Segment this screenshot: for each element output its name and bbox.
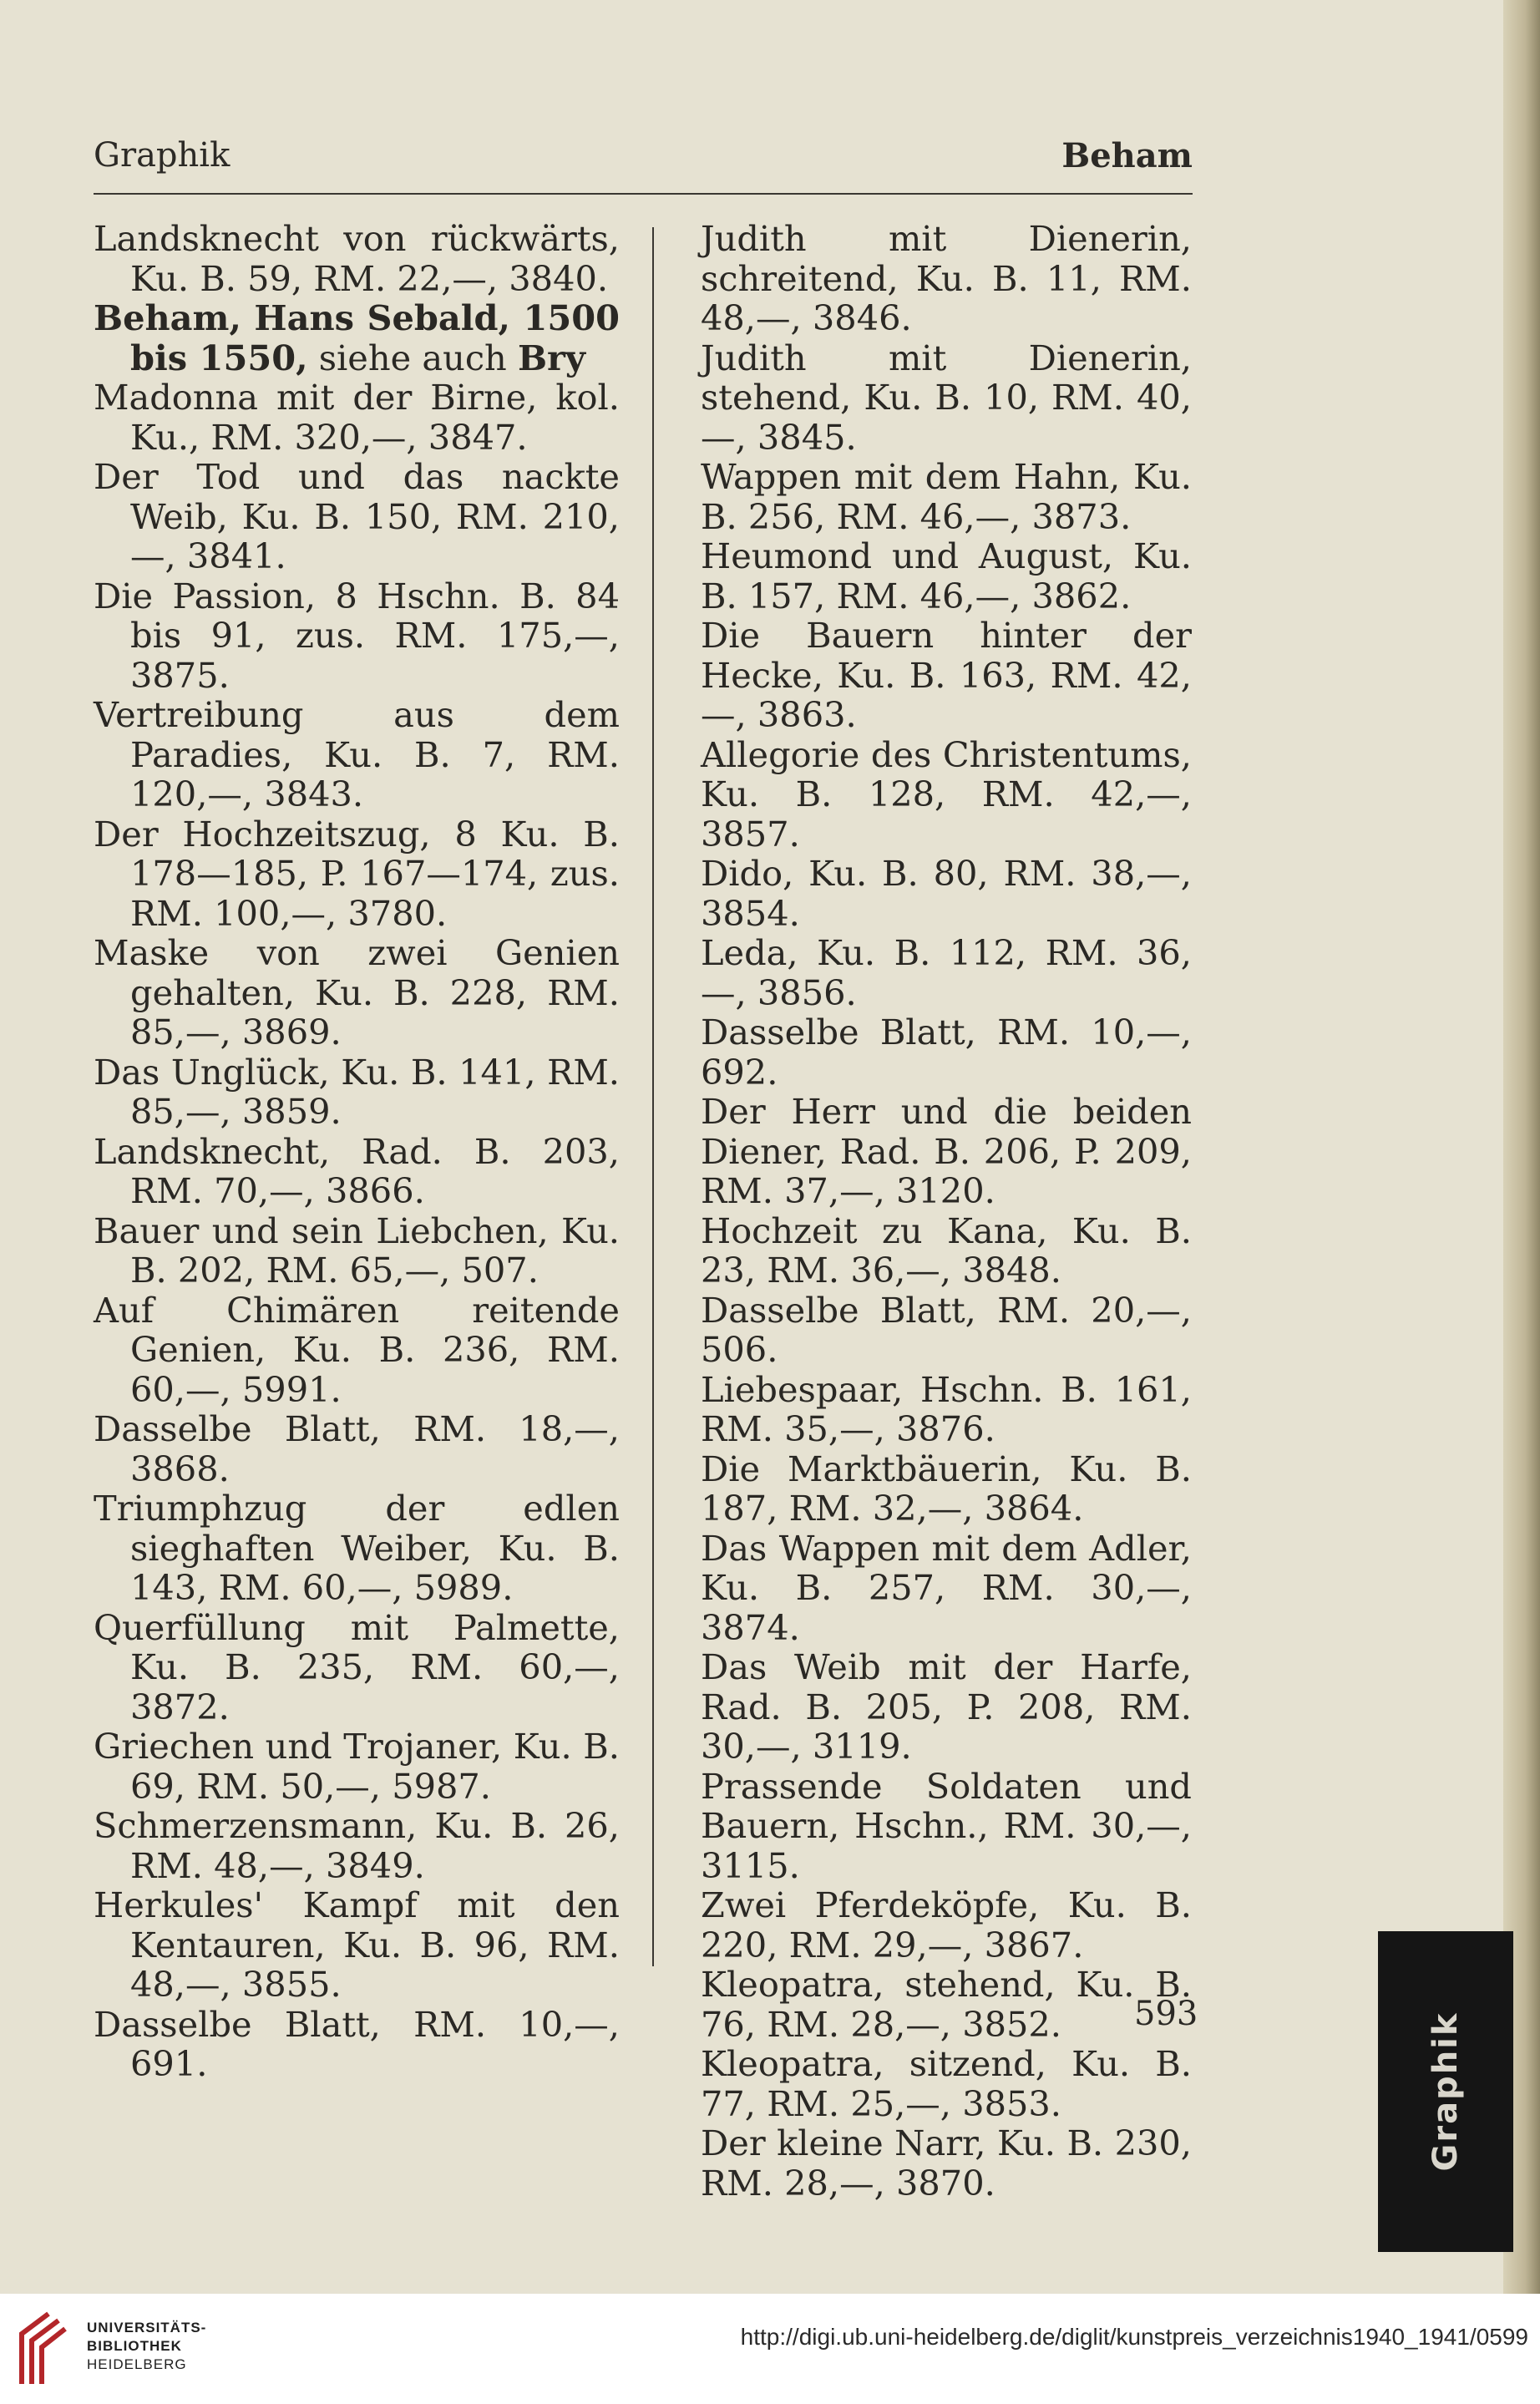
catalog-entry: Das Weib mit der Harfe, Rad. B. 205, P. 208, RM. 30,—, 3119. — [701, 1646, 1192, 1767]
catalog-entry: Kleopatra, sitzend, Ku. B. 77, RM. 25,—, 3853. — [701, 2043, 1192, 2124]
catalog-entry: Das Wappen mit dem Adler, Ku. B. 257, RM. 30,—, 3874. — [701, 1527, 1192, 1648]
catalog-entry: Judith mit Dienerin, schreitend, Ku. B. 11, RM. 48,—, 3846. — [701, 218, 1192, 338]
section-thumb-tab — [1378, 1931, 1513, 2252]
catalog-entry: Heumond und August, Ku. B. 157, RM. 46,—, 3862. — [701, 535, 1192, 616]
artist-running-title: Beham — [1061, 136, 1193, 175]
library-logo-text — [87, 2319, 206, 2374]
catalog-entry: Dasselbe Blatt, RM. 20,—, 506. — [701, 1289, 1192, 1370]
catalog-entry: Prassende Soldaten und Bauern, Hschn., RM. 30,—, 3115. — [701, 1765, 1192, 1886]
running-head — [94, 136, 1193, 186]
right-column — [701, 218, 1198, 2204]
catalog-entry: Auf Chimären reitende Genien, Ku. B. 236, RM. 60,—, 5991. — [94, 1289, 620, 1410]
library-logo-icon — [15, 2309, 68, 2389]
catalog-entry: Querfüllung mit Palmette, Ku. B. 235, RM. 60,—, 3872. — [94, 1606, 620, 1727]
catalog-entry: Zwei Pferdeköpfe, Ku. B. 220, RM. 29,—, 3867. — [701, 1884, 1192, 1965]
permalink-url[interactable]: http://digi.ub.uni-heidelberg.de/diglit/kunstpreis_verzeichnis1940_1941/0599 — [740, 2324, 1528, 2350]
left-column — [94, 219, 620, 2084]
catalog-entry: Maske von zwei Genien gehalten, Ku. B. 228, RM. 85,—, 3869. — [94, 932, 620, 1052]
catalog-entry: Griechen und Trojaner, Ku. B. 69, RM. 50,—, 5987. — [94, 1726, 620, 1807]
footer-bar — [0, 2294, 1540, 2404]
artist-crossref-text: siehe auch — [307, 337, 518, 378]
catalog-entry: Dasselbe Blatt, RM. 10,—, 692. — [701, 1012, 1192, 1093]
catalog-entry: Vertreibung aus dem Paradies, Ku. B. 7, RM. 120,—, 3843. — [94, 694, 620, 814]
header-rule — [94, 193, 1193, 195]
catalog-entry: Landsknecht, Rad. B. 203, RM. 70,—, 3866. — [94, 1130, 620, 1211]
catalog-entry: Allegorie des Christentums, Ku. B. 128, RM. 42,—, 3857. — [701, 733, 1192, 855]
catalog-entry: Schmerzensmann, Ku. B. 26, RM. 48,—, 3849. — [94, 1805, 620, 1886]
page-number: 593 — [1134, 1995, 1198, 2033]
catalog-entry: Der kleine Narr, Ku. B. 230, RM. 28,—, 3870. — [701, 2123, 1192, 2204]
logo-line-2: BIBLIOTHEK — [87, 2338, 182, 2354]
catalog-entry: Der Tod und das nackte Weib, Ku. B. 150, RM. 210,—, 3841. — [94, 456, 620, 576]
catalog-entry: Der Hochzeitszug, 8 Ku. B. 178—185, P. 167—174, zus. RM. 100,—, 3780. — [94, 813, 620, 934]
catalog-entry: Dasselbe Blatt, RM. 18,—, 3868. — [94, 1408, 620, 1489]
catalog-entry: Der Herr und die beiden Diener, Rad. B. 206, P. 209, RM. 37,—, 3120. — [701, 1091, 1192, 1211]
thumb-tab-label: Graphik — [1426, 2011, 1465, 2172]
catalog-entry — [94, 298, 620, 378]
catalog-entry: Die Marktbäuerin, Ku. B. 187, RM. 32,—, 3864. — [701, 1448, 1192, 1529]
catalog-entry: Die Bauern hinter der Hecke, Ku. B. 163, RM. 42,—, 3863. — [701, 615, 1192, 735]
catalog-entry: Kleopatra, stehend, Ku. B. 76, RM. 28,—, 3852. — [701, 1964, 1192, 2045]
catalog-entry: Triumphzug der edlen sieghaften Weiber, Ku. B. 143, RM. 60,—, 5989. — [94, 1488, 620, 1608]
catalog-entry: Liebespaar, Hschn. B. 161, RM. 35,—, 3876. — [701, 1368, 1192, 1449]
catalog-entry: Bauer und sein Liebchen, Ku. B. 202, RM. 65,—, 507. — [94, 1210, 620, 1291]
catalog-entry: Landsknecht von rückwärts, Ku. B. 59, RM. 22,—, 3840. — [94, 218, 620, 299]
catalog-entry: Dasselbe Blatt, RM. 10,—, 691. — [94, 2003, 620, 2084]
catalog-entry: Hochzeit zu Kana, Ku. B. 23, RM. 36,—, 3848. — [701, 1210, 1192, 1291]
section-title: Graphik — [94, 136, 230, 175]
catalog-entry: Das Unglück, Ku. B. 141, RM. 85,—, 3859. — [94, 1051, 620, 1132]
catalog-entry: Herkules' Kampf mit den Kentauren, Ku. B. 96, RM. 48,—, 3855. — [94, 1884, 620, 2005]
catalog-entry: Madonna mit der Birne, kol. Ku., RM. 320,—, 3847. — [94, 377, 620, 458]
artist-crossref: Bry — [517, 337, 586, 378]
column-divider — [652, 227, 654, 1966]
logo-line-3: HEIDELBERG — [87, 2356, 187, 2372]
catalog-entry: Judith mit Dienerin, stehend, Ku. B. 10, RM. 40,—, 3845. — [701, 337, 1192, 458]
catalog-entry: Leda, Ku. B. 112, RM. 36,—, 3856. — [701, 932, 1192, 1013]
logo-line-1: UNIVERSITÄTS- — [87, 2320, 207, 2336]
catalog-entry: Dido, Ku. B. 80, RM. 38,—, 3854. — [701, 853, 1192, 934]
catalog-entry: Die Passion, 8 Hschn. B. 84 bis 91, zus. RM. 175,—, 3875. — [94, 575, 620, 696]
artist-heading: Beham, Hans Sebald, 1500 bis 1550, — [94, 297, 620, 378]
catalog-entry: Wappen mit dem Hahn, Ku. B. 256, RM. 46,—, 3873. — [701, 456, 1192, 537]
